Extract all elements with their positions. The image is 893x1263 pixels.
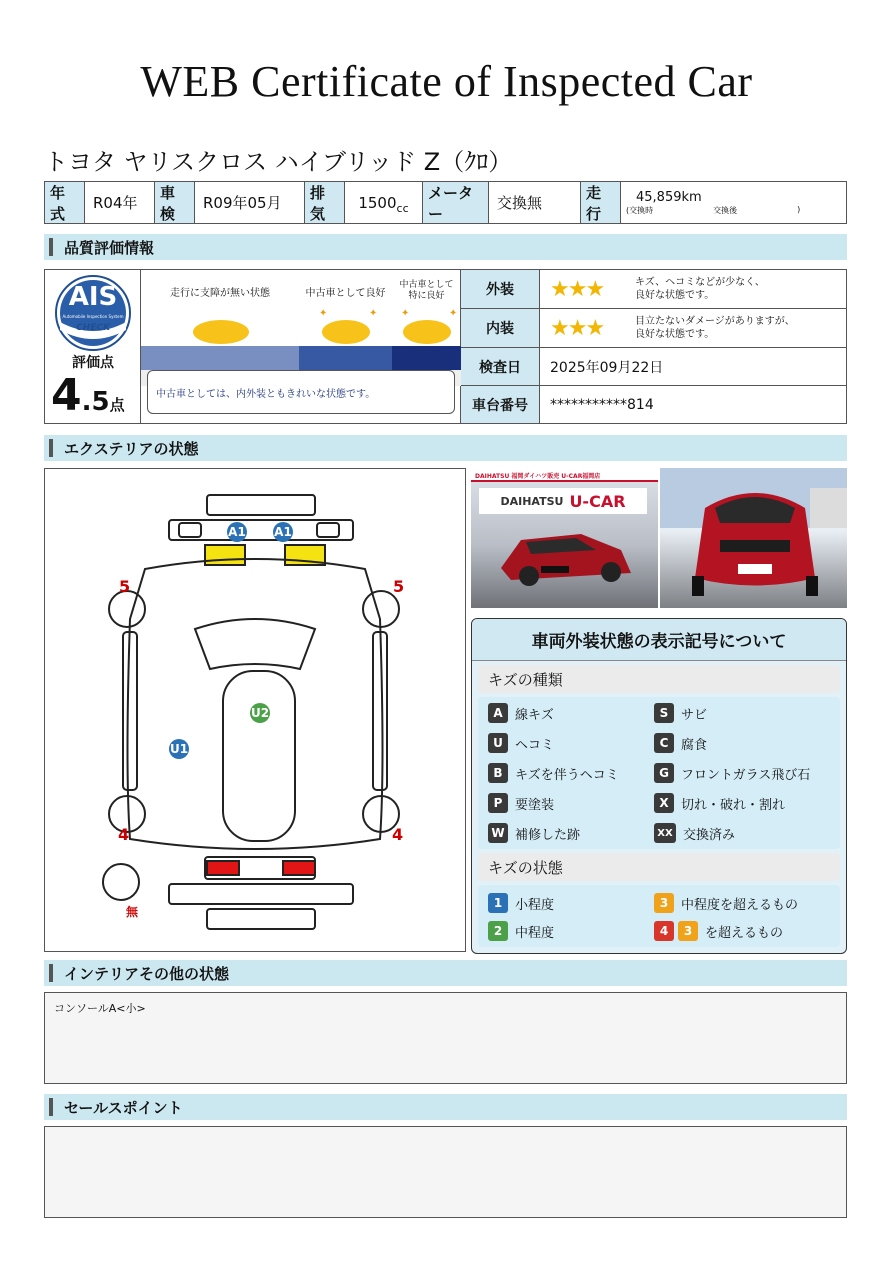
legend-type-badge: P [488,793,508,813]
legend-type-label: フロントガラス飛び石 [681,767,811,783]
svg-text:✦: ✦ [401,308,410,319]
mileage-cell [621,182,846,223]
year-value: R04年 [85,182,155,223]
legend-type-badge: B [488,763,508,783]
tire-front-right: 5 [393,577,405,596]
damage-legend [471,618,847,954]
inspection-label: 車検 [155,182,195,223]
mark-u1 [169,738,196,759]
legend-type-item [488,703,554,723]
legend-type-badge: X [654,793,674,813]
mark-a1-left [227,521,254,542]
chassis-row [461,386,847,423]
spec-table [44,181,847,224]
legend-state-1 [488,893,554,913]
legend-type-badge: G [654,763,674,783]
legend-type-item [654,793,785,813]
svg-text:✦: ✦ [319,308,328,319]
mark-u2-label: U2 [250,703,270,723]
rating-col1-label: 走行に支障が無い状態 [170,288,270,299]
tire-rear-right: 4 [392,825,404,844]
meter-label: メーター [423,182,489,223]
badge-2: 2 [488,921,508,941]
legend-type-item [488,763,619,783]
rating-col3-line2: 特に良好 [408,291,445,301]
quality-grid [461,270,847,423]
score-int: 4 [51,370,82,421]
exterior-stars: ★★★ [550,276,604,302]
rating-col3-line1: 中古車として [399,280,454,290]
legend-state-4 [654,921,783,941]
mark-u2 [250,702,277,723]
legend-type-badge: S [654,703,674,723]
section-exterior: エクステリアの状態 [44,435,847,461]
score-unit: 点 [109,396,125,414]
badge-3b: 3 [678,921,698,941]
legend-state-3-label: 中程度を超えるもの [681,897,799,913]
inspection-date-label: 検査日 [461,348,540,385]
interior-stars: ★★★ [550,315,604,341]
legend-type-label: 切れ・破れ・割れ [681,797,786,813]
ais-logo-text: AIS [68,282,118,312]
legend-type-item [654,823,735,843]
meter-value: 交換無 [489,182,581,223]
legend-type-item [654,733,707,753]
interior-note-1: 目立たないダメージがありますが、 [635,316,795,327]
dealer-sign-ucar: U-CAR [569,491,626,511]
legend-type-label: 線キズ [515,707,554,723]
section-sales: セールスポイント [44,1094,847,1120]
legend-type-badge: U [488,733,508,753]
score-dec: .5 [81,387,110,417]
section-interior: インテリアその他の状態 [44,960,847,986]
section-quality: 品質評価情報 [44,234,847,260]
dealer-banner: DAIHATSU 福岡ダイハツ販売 U-CAR福岡店 [471,468,658,482]
legend-type-label: 要塗装 [515,797,555,813]
dealer-sign-brand: DAIHATSU [500,494,564,508]
legend-type-item [488,733,554,753]
year-label: 年式 [45,182,85,223]
legend-type-item [488,823,580,843]
tire-front-left: 5 [119,577,131,596]
sales-points [44,1126,847,1218]
mileage-value: 45,859km [636,189,702,205]
legend-state-2-label: 中程度 [515,925,555,941]
displacement-unit: cc [396,202,409,215]
tire-rear-left: 4 [118,825,130,844]
legend-state-2 [488,921,554,941]
legend-type-label: 交換済み [683,827,736,843]
interior-note-2: 良好な状態です。 [635,329,715,340]
legend-type-label: サビ [681,707,708,723]
legend-state-1-label: 小程度 [515,897,555,913]
legend-types-label: キズの種類 [478,665,840,693]
legend-type-item [654,703,707,723]
badge-3: 3 [654,893,674,913]
mark-a1-right [273,521,300,542]
legend-type-label: 腐食 [681,737,708,753]
legend-type-label: 補修した跡 [515,827,581,843]
ais-check: CHECK [76,323,110,333]
spare-tire: 無 [126,905,139,919]
ais-box [45,270,141,423]
exterior-row [461,270,847,309]
exterior-diagram [44,468,466,952]
car-photo-front-left [471,468,658,608]
svg-text:✦: ✦ [369,308,378,319]
svg-text:✦: ✦ [449,308,458,319]
legend-state-4-label: を超えるもの [705,925,784,941]
legend-type-item [488,793,554,813]
interior-row [461,309,847,348]
legend-title: 車両外装状態の表示記号について [472,619,846,661]
mileage-note-after: 交換後 [713,205,738,215]
exterior-label: 外装 [461,270,540,308]
score-label: 評価点 [72,355,114,371]
rating-comment: 中古車としては、内外装ともきれいな状態です。 [147,370,455,414]
page-title: WEB Certificate of Inspected Car [140,57,753,106]
chassis-value: ***********814 [550,396,654,413]
legend-state-label: キズの状態 [478,853,840,881]
legend-type-item [654,763,810,783]
car-photo-front [660,468,847,608]
exterior-note-2: 良好な状態です。 [635,290,715,301]
mileage-note-before: (交換時 [626,205,654,215]
rating-scale [141,270,461,423]
chassis-label: 車台番号 [461,386,540,423]
mileage-note-close: ) [797,204,801,214]
badge-4: 4 [654,921,674,941]
badge-1: 1 [488,893,508,913]
mark-a1-right-label: A1 [273,522,293,542]
legend-type-badge: W [488,823,508,843]
legend-type-badge: C [654,733,674,753]
car-image-front [660,468,847,608]
legend-type-label: キズを伴うヘコミ [515,767,619,783]
exterior-note [635,276,765,302]
interior-value [540,309,847,347]
displacement-cell [345,182,423,223]
inspection-date-value: 2025年09月22日 [550,359,664,376]
car-name: トヨタ ヤリスクロス ハイブリッド Z（ｸﾛ） [44,148,513,176]
legend-state-3 [654,893,798,913]
score [51,370,125,421]
inspection-value: R09年05月 [195,182,305,223]
legend-type-badge: A [488,703,508,723]
legend-type-label: ヘコミ [515,737,555,753]
displacement-label: 排気 [305,182,345,223]
mileage-label: 走行 [581,182,621,223]
quality-block [44,269,847,424]
rating-col2-label: 中古車として良好 [305,288,386,299]
legend-type-badge: XX [654,823,676,843]
mark-u1-label: U1 [169,739,189,759]
legend-state-grid [478,885,840,947]
inspection-date-row [461,348,847,386]
car-image-left [471,468,658,608]
mark-a1-left-label: A1 [227,522,247,542]
interior-notes: コンソールA<小> [44,992,847,1084]
mileage-note [626,205,816,216]
interior-note [635,315,795,341]
legend-types-grid [478,697,840,849]
exterior-value [540,270,847,308]
ais-logo-sub: Automobile Inspection System [62,314,124,319]
interior-label: 内装 [461,309,540,347]
exterior-note-1: キズ、ヘコミなどが少なく、 [635,277,765,288]
displacement-value: 1500 [358,193,397,212]
